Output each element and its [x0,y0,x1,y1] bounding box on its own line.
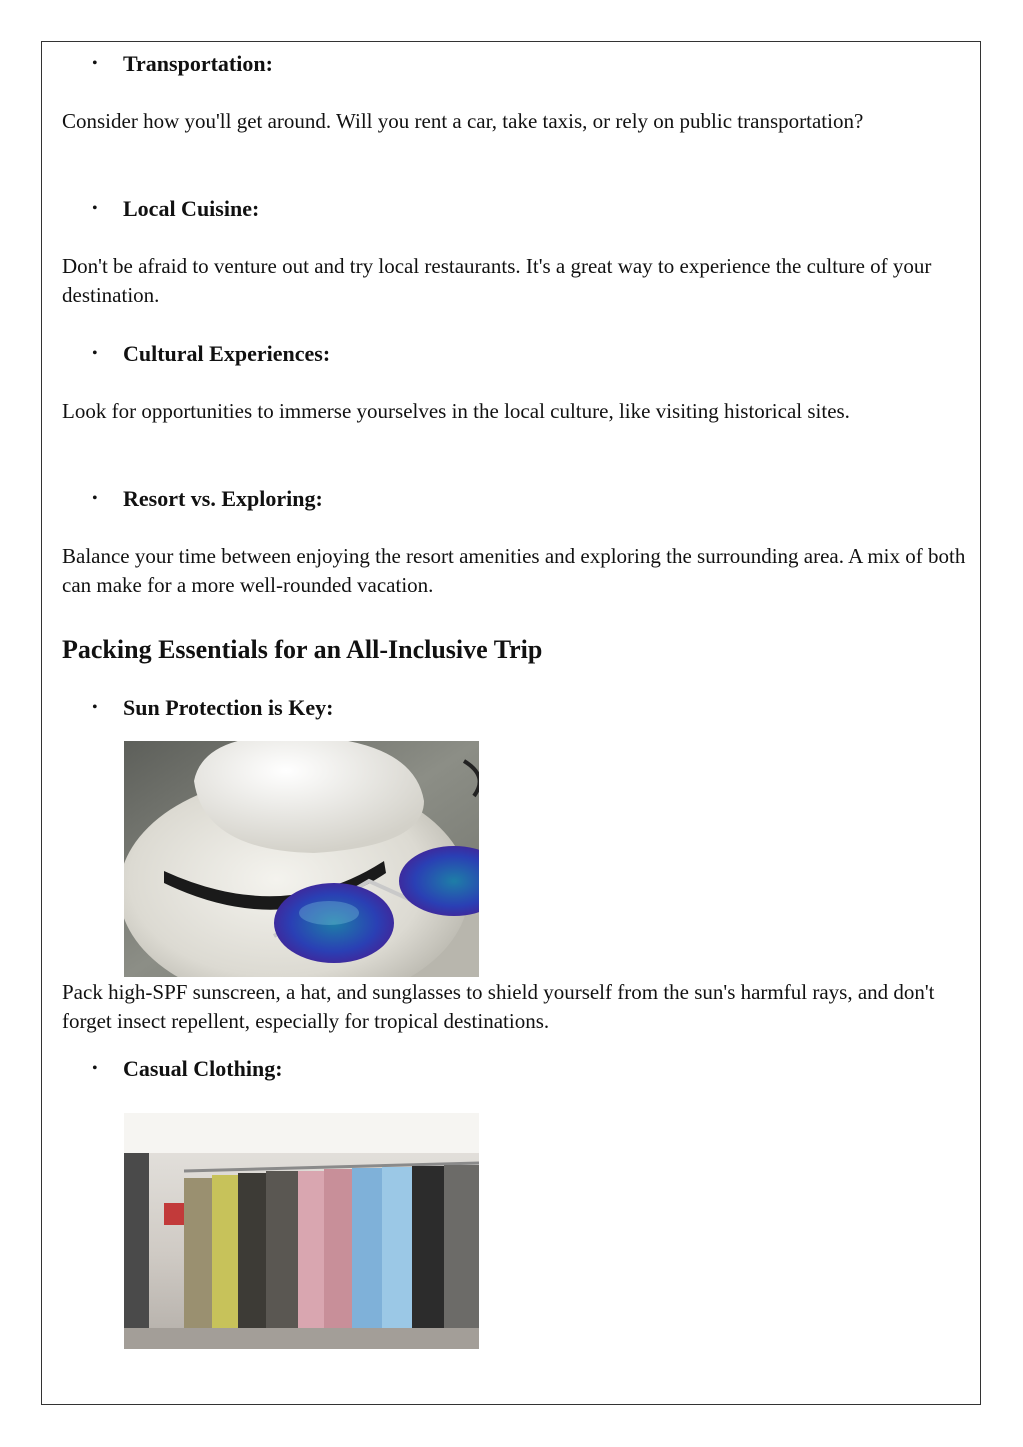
bullet-dot: • [92,1060,98,1077]
section-body-transportation: Consider how you'll get around. Will you rent a car, take taxis, or rely on public transportation? [62,109,864,133]
packing-heading: Packing Essentials for an All-Inclusive Trip [62,635,543,664]
item-title-casual-clothing: Casual Clothing: [123,1056,283,1081]
bullet-dot: • [92,490,98,507]
item-body-sun-protection: Pack high-SPF sunscreen, a hat, and sunglasses to shield yourself from the sun's harmful rays, and don't forget insect repellent, especially for tropical destinations. [62,980,935,1033]
section-body-local-cuisine: Don't be afraid to venture out and try local restaurants. It's a great way to experience the culture of your destination. [62,254,932,307]
section-title-resort-vs-exploring: Resort vs. Exploring: [123,486,323,511]
item-title-sun-protection: Sun Protection is Key: [123,695,334,720]
section-body-resort-vs-exploring: Balance your time between enjoying the resort amenities and exploring the surrounding area. A mix of both can make for a more well-rounded vacation. [62,544,966,597]
section-title-local-cuisine: Local Cuisine: [123,196,260,221]
sun-hat-sunglasses-photo [124,741,479,977]
bullet-dot: • [92,699,98,716]
section-body-cultural-experiences: Look for opportunities to immerse yourselves in the local culture, like visiting historical sites. [62,399,850,423]
clothing-rack-photo [124,1113,479,1349]
section-title-cultural-experiences: Cultural Experiences: [123,341,331,366]
section-title-transportation: Transportation: [123,51,273,76]
bullet-dot: • [92,200,98,217]
bullet-dot: • [92,55,98,72]
bullet-dot: • [92,345,98,362]
